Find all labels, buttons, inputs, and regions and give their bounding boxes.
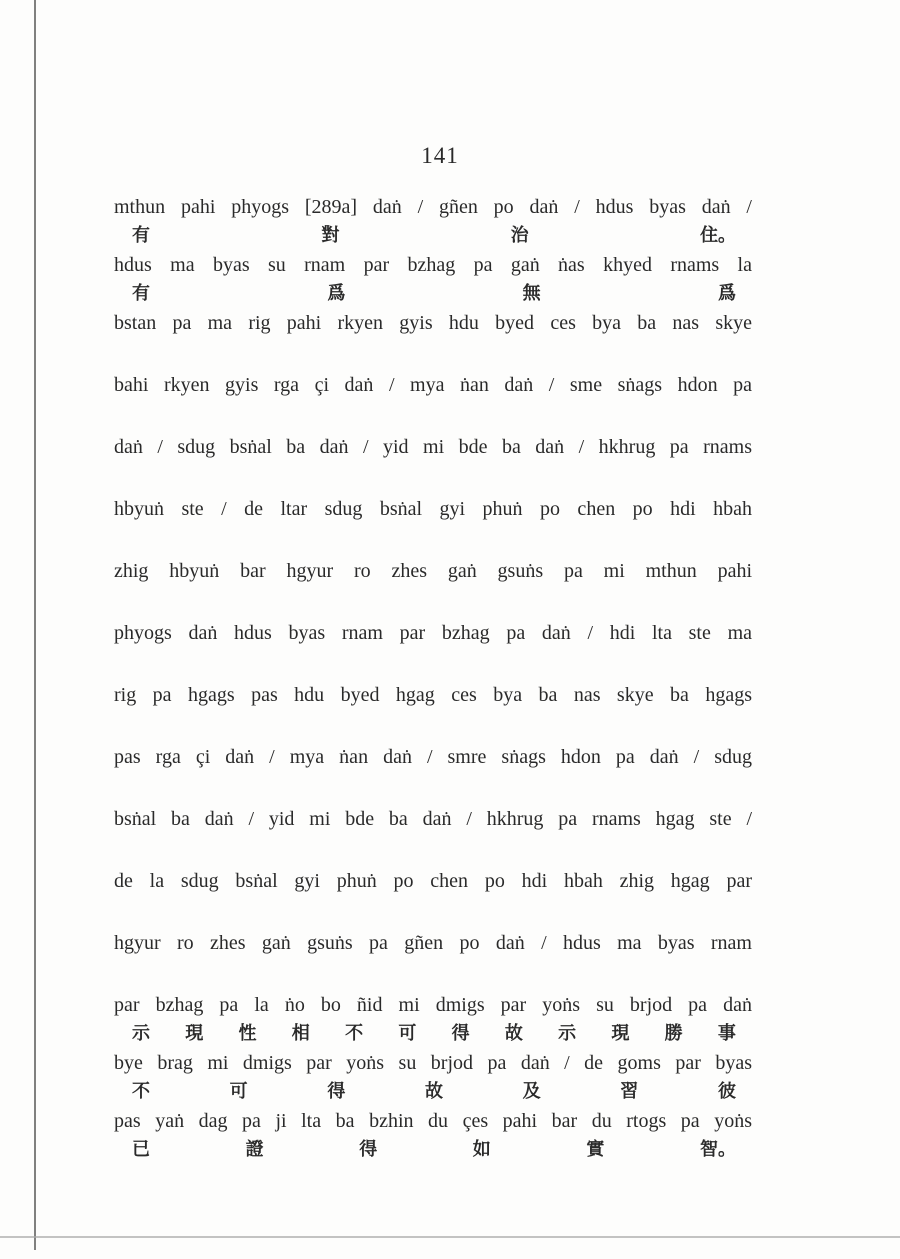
text-line-12: de la sdug bsṅal gyi phuṅ po chen po hdi hbah zhig hgag par <box>114 870 752 892</box>
text-line-6: hbyuṅ ste / de ltar sdug bsṅal gyi phuṅ po chen po hdi hbah <box>114 498 752 520</box>
text-line-9: rig pa hgags pas hdu byed hgag ces bya ba nas skye ba hgags <box>114 684 752 706</box>
text-line-1: mthun pahi phyogs [289a] daṅ / gñen po daṅ / hdus byas daṅ / <box>114 196 752 218</box>
gloss-char: 得 <box>359 1139 378 1160</box>
gloss-line-16 <box>114 1136 752 1164</box>
gloss-char: 治 <box>510 225 529 246</box>
gloss-line-14 <box>114 1020 752 1048</box>
gloss-char: 有 <box>132 225 150 246</box>
gloss-char: 住。 <box>699 225 736 246</box>
text-line-5: daṅ / sdug bsṅal ba daṅ / yid mi bde ba daṅ / hkhrug pa rnams <box>114 436 752 458</box>
text-line-8: phyogs daṅ hdus byas rnam par bzhag pa daṅ / hdi lta ste ma <box>114 622 752 644</box>
gloss-char: 不 <box>132 1081 150 1102</box>
gloss-char: 證 <box>245 1139 264 1160</box>
gloss-char: 現 <box>611 1023 630 1044</box>
gloss-char: 無 <box>522 283 541 304</box>
gloss-char: 已 <box>132 1139 150 1160</box>
text-line-11: bsṅal ba daṅ / yid mi bde ba daṅ / hkhrug pa rnams hgag ste / <box>114 808 752 830</box>
gloss-char: 如 <box>472 1139 491 1160</box>
text-line-13: hgyur ro zhes gaṅ gsuṅs pa gñen po daṅ / hdus ma byas rnam <box>114 932 752 954</box>
text-line-2: hdus ma byas su rnam par bzhag pa gaṅ ṅas khyed rnams la <box>114 254 752 276</box>
gloss-char: 不 <box>345 1023 364 1044</box>
text-line-7: zhig hbyuṅ bar hgyur ro zhes gaṅ gsuṅs pa mi mthun pahi <box>114 560 752 582</box>
gloss-char: 可 <box>398 1023 417 1044</box>
gloss-char: 習 <box>620 1081 639 1102</box>
gloss-char: 對 <box>321 225 340 246</box>
text-line-3: bstan pa ma rig pahi rkyen gyis hdu byed ces bya ba nas skye <box>114 312 752 334</box>
text-line-14: par bzhag pa la ṅo bo ñid mi dmigs par yoṅs su brjod pa daṅ <box>114 994 752 1016</box>
gloss-char: 事 <box>717 1023 736 1044</box>
bottom-edge-line <box>0 1236 900 1238</box>
gloss-char: 爲 <box>717 283 736 304</box>
gloss-char: 現 <box>185 1023 204 1044</box>
page-number: 141 <box>421 143 459 168</box>
gloss-char: 智。 <box>699 1139 736 1160</box>
text-line-4: bahi rkyen gyis rga çi daṅ / mya ṅan daṅ / sme sṅags hdon pa <box>114 374 752 396</box>
left-margin-line <box>34 0 36 1250</box>
text-line-16: pas yaṅ dag pa ji lta ba bzhin du çes pahi bar du rtogs pa yoṅs <box>114 1110 752 1132</box>
gloss-char: 示 <box>558 1023 577 1044</box>
gloss-line-15 <box>114 1078 752 1106</box>
text-line-15: bye brag mi dmigs par yoṅs su brjod pa daṅ / de goms par byas <box>114 1052 752 1074</box>
gloss-char: 可 <box>229 1081 248 1102</box>
gloss-line-1 <box>114 222 752 250</box>
text-block <box>114 192 752 1164</box>
gloss-char: 實 <box>586 1139 605 1160</box>
gloss-char: 性 <box>238 1023 257 1044</box>
gloss-line-2 <box>114 280 752 308</box>
gloss-char: 故 <box>504 1023 523 1044</box>
gloss-char: 有 <box>132 283 150 304</box>
gloss-char: 及 <box>522 1081 541 1102</box>
gloss-char: 故 <box>424 1081 443 1102</box>
gloss-char: 得 <box>451 1023 470 1044</box>
gloss-char: 彼 <box>717 1081 736 1102</box>
gloss-char: 得 <box>327 1081 346 1102</box>
gloss-char: 勝 <box>664 1023 683 1044</box>
gloss-char: 爲 <box>327 283 346 304</box>
gloss-char: 示 <box>132 1023 150 1044</box>
text-line-10: pas rga çi daṅ / mya ṅan daṅ / smre sṅags hdon pa daṅ / sdug <box>114 746 752 768</box>
gloss-char: 相 <box>291 1023 310 1044</box>
